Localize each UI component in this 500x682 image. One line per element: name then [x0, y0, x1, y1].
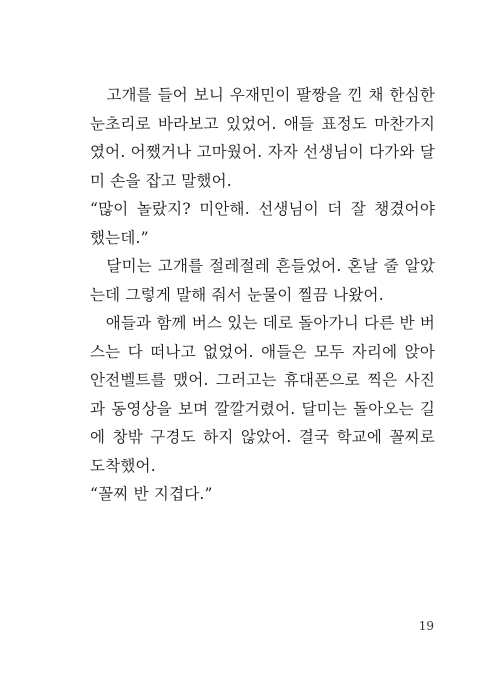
text-line: 했는데.”	[90, 228, 149, 247]
text-line: 미 손을 잡고 말했어.	[90, 171, 232, 190]
text-line: 스는 다 떠나고 없었어. 애들은 모두 자리에 앉아	[90, 342, 435, 361]
text-line: 고개를 들어 보니 우재민이 팔짱을 낀 채 한심한	[90, 86, 435, 104]
text-line: 는데 그렇게 말해 줘서 눈물이 찔끔 나왔어.	[90, 285, 384, 304]
page-number: 19	[418, 619, 434, 633]
text-line: 과 동영상을 보며 깔깔거렸어. 달미는 돌아오는 길	[90, 399, 435, 418]
text-line: 였어. 어쨌거나 고마웠어. 자자 선생님이 다가와 달	[90, 143, 435, 161]
text-line: 눈초리로 바라보고 있었어. 애들 표정도 마찬가지	[90, 114, 435, 133]
text-line: 애들과 함께 버스 있는 데로 돌아가니 다른 반 버	[90, 314, 436, 332]
text-line: 달미는 고개를 절레절레 흔들었어. 혼날 줄 알았	[90, 257, 435, 275]
body-text	[90, 81, 435, 509]
text-line: “많이 놀랐지? 미안해. 선생님이 더 잘 챙겼어야	[90, 200, 435, 218]
text-line: “꼴찌 반 지겹다.”	[90, 485, 213, 503]
text-line: 도착했어.	[90, 456, 156, 475]
text-line: 안전벨트를 맸어. 그러고는 휴대폰으로 찍은 사진	[90, 371, 435, 389]
text-line: 에 창밖 구경도 하지 않았어. 결국 학교에 꼴찌로	[90, 428, 435, 446]
